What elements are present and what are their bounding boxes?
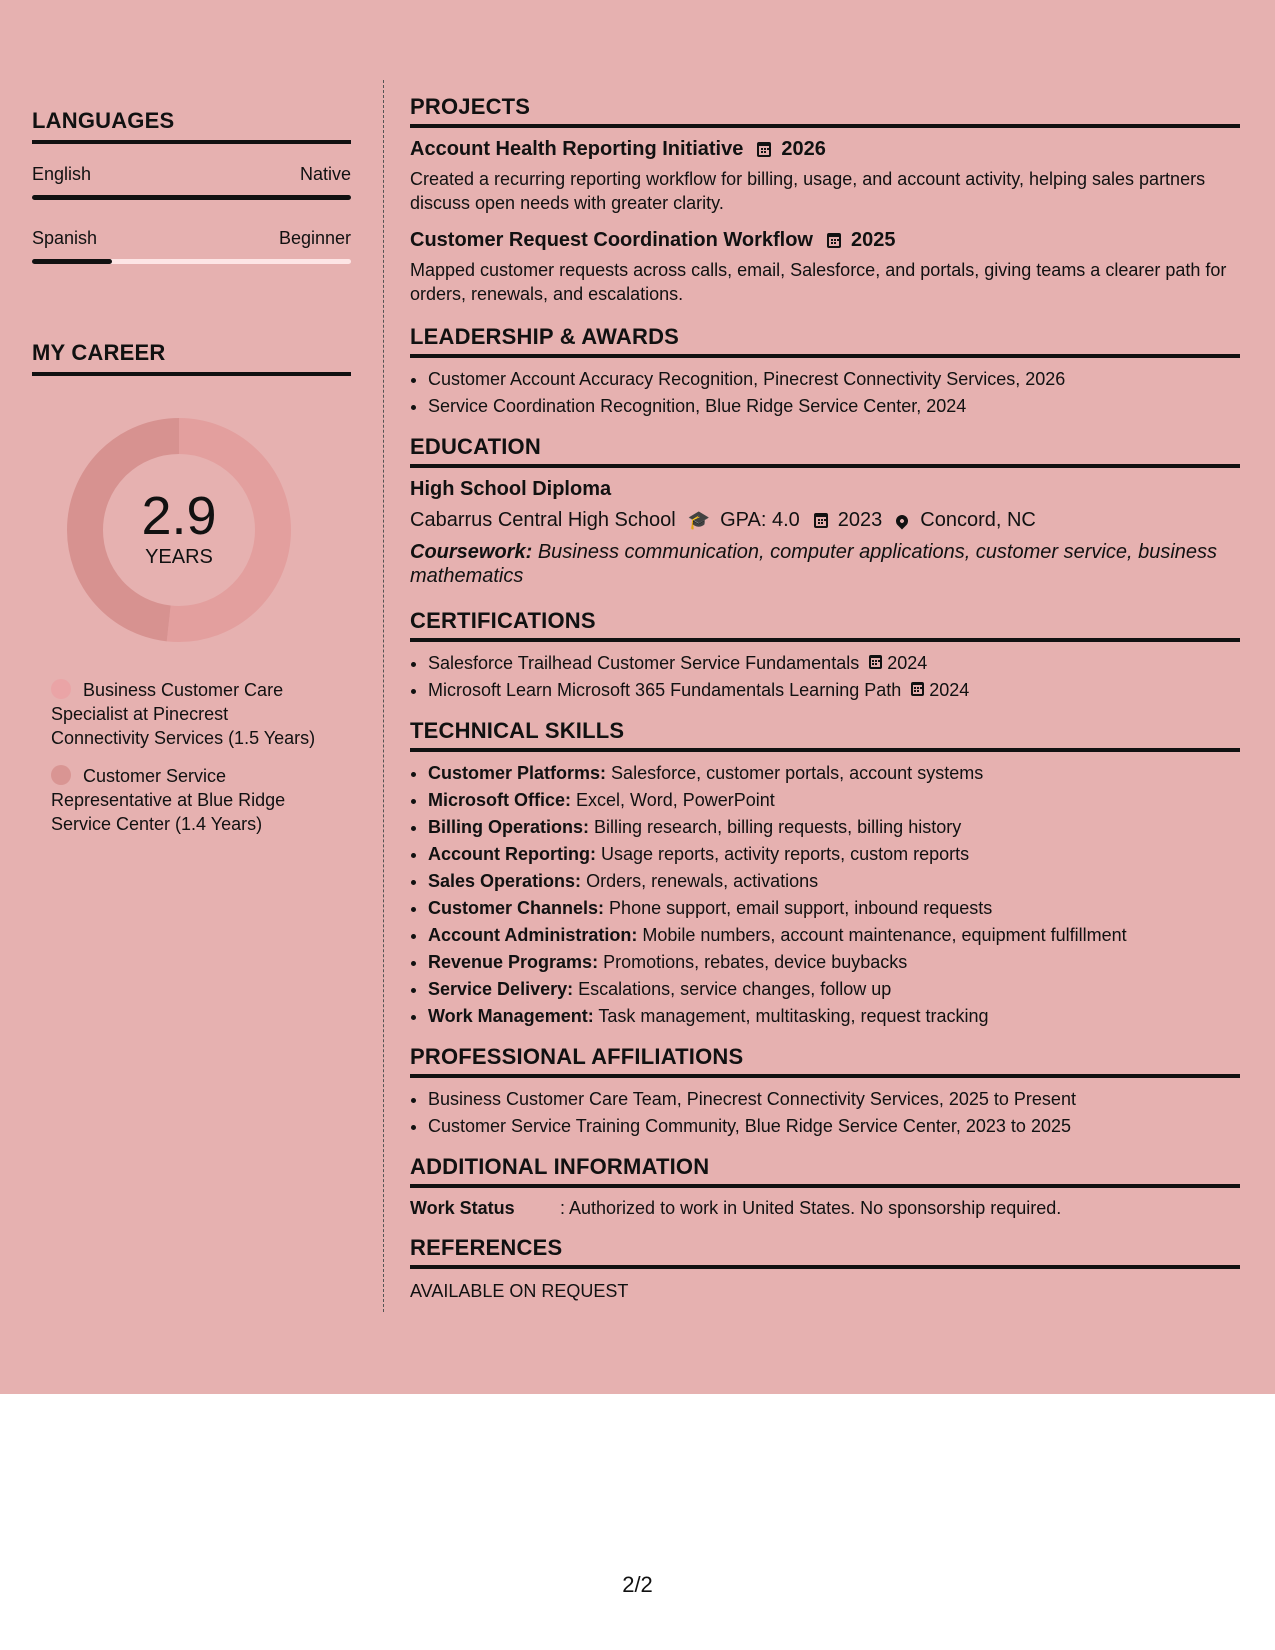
left-column <box>32 108 351 850</box>
references-text: AVAILABLE ON REQUEST <box>410 1281 629 1301</box>
project-heading <box>410 138 1240 161</box>
legend-dot <box>51 679 71 699</box>
education-degree: High School Diploma <box>410 478 612 500</box>
school-name: Cabarrus Central High School <box>410 509 676 531</box>
language-level: Beginner <box>278 228 351 248</box>
language-name: Spanish <box>32 228 98 248</box>
career-title: MY CAREER <box>32 340 351 376</box>
list-item: • Customer Service Training Community, Blue Ridge Service Center, 2023 to 2025 <box>428 1113 1240 1140</box>
legend-item <box>51 764 331 836</box>
calendar-icon <box>757 142 771 157</box>
list-item <box>428 895 1240 922</box>
certification-year: 2024 <box>887 653 928 673</box>
language-bar-fill <box>32 259 112 264</box>
skill-value: Mobile numbers, account maintenance, equipment fulfillment <box>642 925 1127 945</box>
legend-label: Customer Service Representative at Blue Ridge Service Center (1.4 Years) <box>51 766 286 834</box>
page-number: 2/2 <box>622 1572 653 1597</box>
project-name: Customer Request Coordination Workflow <box>410 229 813 251</box>
references-section <box>410 1235 1240 1302</box>
list-item <box>428 760 1240 787</box>
project-description: Created a recurring reporting workflow for billing, usage, and account activity, helping sales partners discuss open needs with greater clarity. <box>410 169 1206 213</box>
list-item <box>428 787 1240 814</box>
list-item: • Service Coordination Recognition, Blue Ridge Service Center, 2024 <box>428 393 1240 420</box>
leadership-list <box>410 366 1240 420</box>
skills-title: TECHNICAL SKILLS <box>410 718 1240 752</box>
skill-value: Usage reports, activity reports, custom reports <box>601 844 970 864</box>
language-row <box>32 228 351 249</box>
skill-label: Service Delivery: <box>428 979 574 999</box>
list-item <box>428 650 1240 677</box>
calendar-icon <box>827 233 841 248</box>
list-item <box>428 1003 1240 1030</box>
language-row <box>32 164 351 185</box>
project-name: Account Health Reporting Initiative <box>410 138 744 160</box>
affiliations-section <box>410 1044 1240 1140</box>
skill-label: Sales Operations: <box>428 871 582 891</box>
skill-label: Customer Platforms: <box>428 763 607 783</box>
project-description: Mapped customer requests across calls, email, Salesforce, and portals, giving teams a clearer path for orders, renewals, and escalations. <box>410 260 1227 304</box>
skill-label: Microsoft Office: <box>428 790 572 810</box>
skills-section <box>410 718 1240 1030</box>
education-details <box>410 509 1240 532</box>
calendar-icon <box>814 513 828 528</box>
column-divider <box>383 80 384 1312</box>
skill-value: Phone support, email support, inbound requests <box>609 898 993 918</box>
skill-label: Revenue Programs: <box>428 952 599 972</box>
list-item: • Customer Account Accuracy Recognition, Pinecrest Connectivity Services, 2026 <box>428 366 1240 393</box>
skill-label: Account Reporting: <box>428 844 596 864</box>
additional-value: : Authorized to work in United States. No sponsorship required. <box>560 1198 1062 1218</box>
calendar-icon <box>869 655 882 669</box>
certifications-title: CERTIFICATIONS <box>410 608 1240 642</box>
additional-section <box>410 1154 1240 1219</box>
graduation-cap-icon: 🎓 <box>687 510 711 530</box>
legend-dot <box>51 765 71 785</box>
education-gpa: GPA: 4.0 <box>720 509 800 531</box>
coursework-label: Coursework: <box>410 541 533 563</box>
language-bar-fill <box>32 195 351 200</box>
career-legend <box>51 678 331 836</box>
list-item <box>428 922 1240 949</box>
list-item <box>428 868 1240 895</box>
skill-label: Customer Channels: <box>428 898 605 918</box>
education-coursework <box>410 540 1240 588</box>
additional-key: Work Status <box>410 1198 515 1218</box>
leadership-section <box>410 324 1240 420</box>
education-title: EDUCATION <box>410 434 1240 468</box>
certifications-section <box>410 608 1240 704</box>
career-donut <box>67 418 291 642</box>
list-item: • Business Customer Care Team, Pinecrest Connectivity Services, 2025 to Present <box>428 1086 1240 1113</box>
affiliations-list <box>410 1086 1240 1140</box>
language-bar <box>32 259 351 264</box>
certification-name: Salesforce Trailhead Customer Service Fundamentals <box>428 653 860 673</box>
skill-label: Work Management: <box>428 1006 594 1026</box>
right-column <box>410 94 1240 1312</box>
list-item <box>428 841 1240 868</box>
additional-title: ADDITIONAL INFORMATION <box>410 1154 1240 1188</box>
skill-value: Billing research, billing requests, billing history <box>594 817 962 837</box>
calendar-icon <box>911 682 924 696</box>
language-level: Native <box>299 164 351 184</box>
project-year: 2026 <box>781 138 826 160</box>
skills-list <box>410 760 1240 1030</box>
leadership-title: LEADERSHIP & AWARDS <box>410 324 1240 358</box>
donut-center <box>67 418 291 642</box>
list-item <box>428 976 1240 1003</box>
skill-label: Account Administration: <box>428 925 638 945</box>
career-total-value: 2.9 <box>141 485 217 546</box>
projects-section <box>410 94 1240 306</box>
additional-row <box>410 1198 1240 1219</box>
education-year: 2023 <box>837 509 883 531</box>
projects-title: PROJECTS <box>410 94 1240 128</box>
languages-title: LANGUAGES <box>32 108 351 144</box>
coursework-text: Business communication, computer applications, customer service, business mathematics <box>410 541 1218 587</box>
language-bar <box>32 195 351 200</box>
skill-value: Excel, Word, PowerPoint <box>576 790 775 810</box>
legend-label: Business Customer Care Specialist at Pinecrest Connectivity Services (1.5 Years) <box>51 680 316 748</box>
skill-value: Escalations, service changes, follow up <box>578 979 892 999</box>
education-location: Concord, NC <box>920 509 1036 531</box>
career-total-unit: YEARS <box>145 545 213 568</box>
certifications-list <box>410 650 1240 704</box>
list-item <box>428 949 1240 976</box>
skill-label: Billing Operations: <box>428 817 590 837</box>
location-pin-icon <box>894 512 911 529</box>
skill-value: Salesforce, customer portals, account systems <box>611 763 984 783</box>
certification-year: 2024 <box>929 680 970 700</box>
project-year: 2025 <box>850 229 896 251</box>
skill-value: Promotions, rebates, device buybacks <box>603 952 908 972</box>
legend-item <box>51 678 331 750</box>
project-heading <box>410 229 1240 252</box>
list-item <box>428 677 1240 704</box>
language-name: English <box>32 164 92 184</box>
certification-name: Microsoft Learn Microsoft 365 Fundamentals Learning Path <box>428 680 902 700</box>
list-item <box>428 814 1240 841</box>
skill-value: Orders, renewals, activations <box>586 871 819 891</box>
skill-value: Task management, multitasking, request tracking <box>598 1006 989 1026</box>
references-title: REFERENCES <box>410 1235 1240 1269</box>
affiliations-title: PROFESSIONAL AFFILIATIONS <box>410 1044 1240 1078</box>
education-section <box>410 434 1240 588</box>
